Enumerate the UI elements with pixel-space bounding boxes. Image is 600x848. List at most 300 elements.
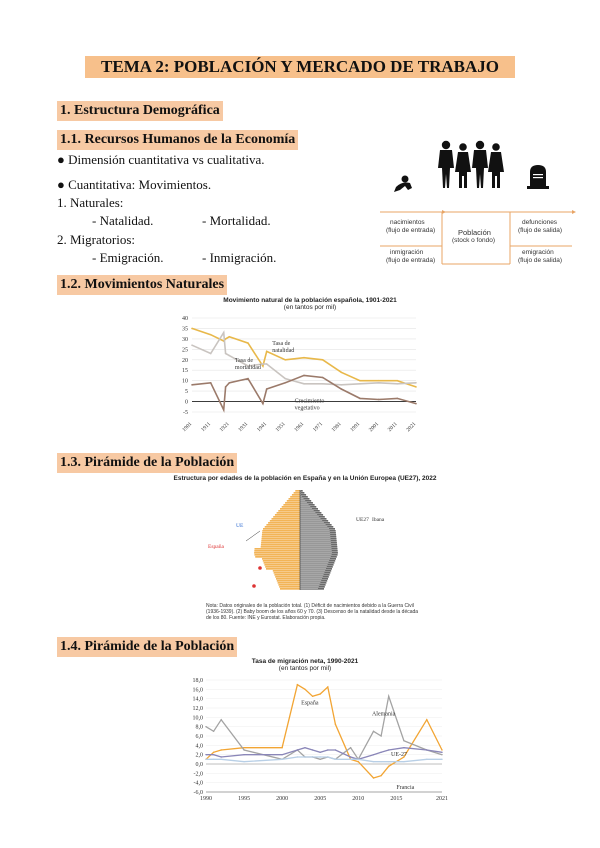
pyramid-bar-eu-highlight (300, 564, 328, 565)
chart3-point (297, 684, 298, 685)
pyramid-bar-spain (282, 506, 300, 508)
chart3-point (388, 749, 389, 750)
chart1-y-tick: 35 (182, 326, 188, 333)
chart3-y-tick: 6,0 (195, 734, 203, 740)
chart1-point (397, 398, 399, 400)
chart3-point (297, 749, 298, 750)
pyramid-bar-spain (272, 518, 301, 520)
chart1-point (247, 378, 249, 380)
chart1-y-tick: 15 (182, 368, 188, 375)
chart1-point (266, 363, 268, 365)
chart3-x-tick: 1995 (238, 796, 251, 802)
pyramid-bar-spain (280, 508, 300, 510)
pyramid-note-3: de los 80. Fuente: INE y Eurostat. Elaboración propia. (206, 615, 326, 621)
flow-in-inmigracion-sub: (flujo de entrada) (386, 257, 436, 264)
chart1-point (191, 344, 193, 346)
pyramid-bar-eu-highlight (300, 502, 307, 503)
chart3-point (243, 749, 244, 750)
stock-poblacion-sub: (stock o fondo) (452, 237, 495, 244)
chart1-point (397, 380, 399, 382)
chart1-y-tick: 0 (185, 399, 188, 406)
chart3-point (327, 756, 328, 757)
chart1-point (359, 383, 361, 385)
chart1-point (359, 398, 361, 400)
item-inmigracion: - Inmigración. (202, 250, 277, 265)
pyramid-bar-eu-highlight (300, 498, 304, 499)
chart3-x-tick: 2015 (390, 796, 403, 802)
section-heading-1-1: 1.1. Recursos Humanos de la Economía (57, 130, 298, 150)
chart1-point (303, 383, 305, 385)
pyramid-bar-eu-highlight (300, 504, 309, 505)
chart3-point (312, 756, 313, 757)
chart3-point (441, 749, 442, 750)
chart3-point (426, 759, 427, 760)
chart1-point (262, 403, 264, 405)
chart1-point (225, 386, 227, 388)
chart1-point (303, 375, 305, 377)
pyramid-bar-spain (280, 588, 300, 590)
chart3-point (297, 756, 298, 757)
pyramid-bar-eu-highlight (300, 562, 328, 563)
chart3-x-tick: 1990 (200, 796, 212, 802)
chart3-point (441, 754, 442, 755)
chart3-series-line (206, 696, 442, 759)
chart1-x-tick: 1921 (218, 421, 231, 434)
chart3-y-tick: -2,0 (193, 771, 203, 778)
chart3-point (373, 754, 374, 755)
chart1-y-tick: 30 (182, 336, 188, 343)
chart1-point (191, 384, 193, 386)
pyramid-bar-eu-highlight (300, 548, 332, 549)
chart1-y-tick: 5 (185, 389, 188, 396)
pyramid-bar-spain (261, 546, 300, 548)
chart3-point (221, 756, 222, 757)
bullet-cuantitativa: ● Cuantitativa: Movimientos. (57, 177, 212, 192)
chart3-point (350, 759, 351, 760)
flow-out-emigracion: emigración (522, 249, 554, 256)
chart3-point (243, 761, 244, 762)
chart3-point (281, 759, 282, 760)
chart3-point (221, 749, 222, 750)
chart1-y-tick: 20 (182, 357, 188, 364)
chart3-y-tick: 12,0 (192, 706, 203, 712)
pyramid-bar-eu-highlight (300, 552, 332, 553)
chart1-point (285, 359, 287, 361)
chart1-point (262, 365, 264, 367)
chart3-y-tick: -6,0 (193, 790, 203, 796)
pyramid-bar-spain (266, 524, 300, 526)
pyramid-bar-eu-highlight (300, 538, 331, 539)
chart1-x-tick: 1991 (349, 421, 362, 434)
pyramid-bar-spain (294, 492, 300, 494)
chart1-point (225, 353, 227, 355)
pyramid-label-ibana: Ibana (372, 517, 385, 523)
pyramid-label-ue: UE (236, 523, 244, 529)
pyramid-bar-eu-highlight (300, 524, 326, 525)
chart1-point (266, 388, 268, 390)
chart3-x-tick: 2010 (352, 796, 365, 802)
chart3-x-tick: 2005 (314, 796, 327, 802)
pyramid-bar-spain (262, 538, 301, 540)
chart1-point (285, 378, 287, 380)
chart1-x-tick: 1931 (237, 421, 250, 434)
pyramid-bar-eu-highlight (300, 506, 310, 507)
chart3-point (319, 693, 320, 694)
chart1-point (266, 351, 268, 353)
chart3-point (335, 749, 336, 750)
pyramid-bar-eu-highlight (300, 570, 325, 571)
section-heading-1: 1. Estructura Demográfica (57, 101, 223, 121)
pyramid-bar-spain (268, 522, 300, 524)
chart1-point (247, 342, 249, 344)
chart3-point (312, 696, 313, 697)
pyramid-bar-spain (278, 582, 300, 584)
chart3-y-tick: 16,0 (192, 687, 203, 694)
pyramid-bar-eu-highlight (300, 536, 330, 537)
chart3-y-tick: 10,0 (192, 715, 203, 722)
pyramid-bar-eu-highlight (300, 512, 315, 513)
chart1-point (210, 382, 212, 384)
flow-out-emigracion-sub: (flujo de salida) (518, 257, 563, 264)
pyramid-bar-spain (265, 566, 300, 568)
chart1-point (322, 359, 324, 361)
chart3-y-tick: -4,0 (193, 780, 203, 787)
pyramid-bar-eu-highlight (300, 550, 332, 551)
pyramid-bar-eu-highlight (300, 556, 331, 557)
chart3-point (350, 756, 351, 757)
chart1-point (415, 403, 417, 405)
chart1-point (359, 380, 361, 382)
chart3-point (373, 731, 374, 732)
pyramid-bar-eu-highlight (300, 526, 327, 527)
chart3-point (358, 761, 359, 762)
pyramid-bar-spain (262, 558, 300, 560)
chart1-series-label: Tasa de natalidad (272, 341, 295, 355)
chart3-point (373, 777, 374, 778)
chart3-point (335, 759, 336, 760)
pyramid-marker (258, 566, 262, 570)
chart3-point (205, 754, 206, 755)
chart3-point (281, 747, 282, 748)
chart3-x-tick: 2021 (436, 796, 448, 802)
list-migratorios: 2. Migratorios: (57, 232, 135, 247)
chart1-x-tick: 1981 (330, 421, 343, 434)
chart3-point (380, 735, 381, 736)
pyramid-bar-eu-highlight (300, 520, 322, 521)
pyramid-bar-eu-highlight (300, 518, 321, 519)
pyramid-bar-spain (274, 574, 300, 576)
pyramid-bar-spain (254, 552, 300, 554)
chart1-series-label: Crecimiento vegetativo (294, 398, 325, 412)
chart3-point (205, 759, 206, 760)
chart3-point (388, 766, 389, 767)
pyramid-bar-eu-highlight (300, 560, 329, 561)
pyramid-bar-eu-highlight (300, 576, 323, 577)
chart3-point (213, 752, 214, 753)
pyramid-bar-eu-highlight (300, 574, 324, 575)
section-heading-1-3: 1.3. Pirámide de la Población (57, 453, 237, 473)
pyramid-bar-spain (263, 560, 300, 562)
pyramid-bar-spain (290, 496, 300, 498)
pyramid-bar-spain (266, 568, 300, 570)
chart3-point (327, 686, 328, 687)
pyramid-bar-eu-highlight (300, 528, 329, 529)
chart3-point (243, 747, 244, 748)
chart3-point (388, 761, 389, 762)
chart1-point (397, 383, 399, 385)
pyramid-bar-eu-highlight (300, 540, 331, 541)
chart3-point (213, 759, 214, 760)
chart3-x-tick: 2000 (276, 796, 289, 802)
item-natalidad: - Natalidad. (92, 213, 154, 228)
flow-in-nacimientos-sub: (flujo de entrada) (386, 227, 436, 234)
chart1-y-tick: -5 (183, 410, 188, 416)
page-title: TEMA 2: POBLACIÓN Y MERCADO DE TRABAJO (85, 56, 515, 78)
pyramid-bar-spain (279, 586, 300, 588)
pyramid-bar-spain (277, 512, 300, 514)
pyramid-bar-spain (275, 576, 300, 578)
chart3-title (205, 658, 405, 672)
chart1-point (229, 355, 231, 357)
chart3-point (327, 749, 328, 750)
chart1-point (415, 382, 417, 384)
pyramid-pointer (246, 531, 260, 541)
chart1-x-tick: 2001 (368, 421, 381, 434)
pyramid-bar-eu-highlight (300, 566, 327, 567)
chart3-point (441, 752, 442, 753)
flow-out-defunciones: defunciones (522, 219, 558, 226)
chart1-title (190, 297, 430, 311)
baby-icon (394, 176, 412, 193)
pyramid-note-1: Nota: Datos originales de la población total. (1) Déficit de nacimientos debido a la Guerra Civil (206, 603, 414, 609)
pyramid-bar-eu-highlight (300, 554, 332, 555)
pyramid-bar-spain (262, 532, 300, 534)
chart3-point (403, 747, 404, 748)
chart3-point (304, 689, 305, 690)
chart2-title: Estructura por edades de la población en España y en la Unión Europea (UE27), 2022 (173, 475, 437, 482)
chart3-point (319, 756, 320, 757)
pyramid-bar-spain (276, 578, 300, 580)
migration-rate-chart (178, 674, 448, 808)
chart3-y-tick: 2,0 (195, 752, 203, 759)
pyramid-bar-spain (273, 516, 300, 518)
chart1-point (210, 334, 212, 336)
pyramid-label-ue27: UE27 (356, 517, 369, 523)
chart3-point (221, 719, 222, 720)
pyramid-bar-spain (289, 498, 301, 500)
pyramid-bar-eu-highlight (300, 582, 320, 583)
chart3-point (350, 747, 351, 748)
chart3-point (319, 752, 320, 753)
pyramid-bar-spain (254, 554, 300, 556)
pyramid-bar-spain (263, 528, 300, 530)
pyramid-bar-eu-highlight (300, 586, 319, 587)
pyramid-bar-spain (277, 580, 300, 582)
pyramid-note-2: (1936-1939). (2) Baby boom de los años 60 y 70. (3) Descenso de la natalidad desde la década (206, 609, 419, 615)
chart3-point (312, 749, 313, 750)
pyramid-bar-spain (261, 540, 300, 542)
chart3-point (441, 759, 442, 760)
pyramid-bar-spain (275, 514, 300, 516)
chart1-y-tick: 25 (182, 347, 188, 354)
pyramid-bar-spain (262, 534, 300, 536)
chart1-x-tick: 1911 (200, 421, 213, 434)
chart3-point (388, 696, 389, 697)
population-flow-diagram (372, 136, 577, 270)
pyramid-marker (252, 584, 256, 588)
chart1-point (341, 384, 343, 386)
chart3-point (304, 756, 305, 757)
chart3-point (426, 719, 427, 720)
pyramid-bar-eu-highlight (300, 534, 330, 535)
pyramid-bar-spain (278, 584, 300, 586)
item-emigracion: - Emigración. (92, 250, 164, 265)
pyramid-bar-eu-highlight (300, 584, 320, 585)
chart1-point (303, 357, 305, 359)
pyramid-bar-eu-highlight (300, 530, 330, 531)
pyramid-bar-spain (264, 564, 300, 566)
pyramid-bar-spain (255, 556, 300, 558)
chart1-x-tick: 1951 (274, 421, 287, 434)
chart1-x-tick: 1971 (312, 421, 325, 434)
pyramid-bar-spain (273, 570, 300, 572)
natural-movement-chart (172, 312, 422, 440)
chart1-point (415, 386, 417, 388)
chart3-point (205, 726, 206, 727)
chart3-point (243, 754, 244, 755)
flow-out-defunciones-sub: (flujo de salida) (518, 227, 563, 234)
pyramid-bar-spain (261, 542, 300, 544)
chart1-x-tick: 2011 (386, 421, 399, 434)
pyramid-bar-eu-highlight (300, 510, 314, 511)
pyramid-bar-spain (264, 562, 300, 564)
chart3-point (221, 759, 222, 760)
pyramid-bar-spain (254, 550, 300, 552)
chart3-point (426, 749, 427, 750)
chart1-point (341, 372, 343, 374)
chart1-x-tick: 2021 (405, 421, 418, 434)
chart3-point (403, 761, 404, 762)
pyramid-bar-spain (262, 530, 300, 532)
chart1-point (341, 388, 343, 390)
chart3-point (213, 731, 214, 732)
chart3-point (380, 761, 381, 762)
population-pyramid-chart (200, 486, 400, 598)
chart3-point (335, 724, 336, 725)
pyramid-bar-eu-highlight (300, 532, 330, 533)
stock-poblacion: Población (458, 228, 491, 237)
pyramid-bar-spain (292, 494, 300, 496)
pyramid-bar-spain (278, 510, 300, 512)
chart1-point (378, 380, 380, 382)
chart1-point (262, 363, 264, 365)
pyramid-bar-spain (287, 500, 300, 502)
chart3-y-tick: 18,0 (192, 678, 203, 684)
chart3-subtitle: (en tantos por mil) (278, 665, 332, 672)
chart1-y-tick: 10 (182, 378, 188, 385)
bullet-dimension: ● Dimensión cuantitativa vs cualitativa. (57, 152, 265, 167)
chart3-point (358, 759, 359, 760)
pyramid-bar-spain (262, 536, 300, 538)
pyramid-bar-eu-highlight (300, 578, 322, 579)
chart3-point (403, 740, 404, 741)
chart1-point (229, 382, 231, 384)
chart3-point (380, 775, 381, 776)
chart1-point (322, 377, 324, 379)
pyramid-bar-spain (285, 502, 300, 504)
section-heading-1-2: 1.2. Movimientos Naturales (57, 275, 227, 295)
chart1-point (210, 353, 212, 355)
chart1-title-text: Movimiento natural de la población española, 1901-2021 (223, 297, 397, 304)
section-heading-1-4: 1.4. Pirámide de la Población (57, 637, 237, 657)
pyramid-label-espana: España (208, 544, 224, 550)
chart3-title-text: Tasa de migración neta, 1990-2021 (251, 658, 359, 665)
chart1-point (223, 332, 225, 334)
chart3-y-tick: 14,0 (192, 696, 203, 703)
chart3-y-tick: 0,0 (195, 762, 203, 768)
pyramid-bar-eu-highlight (300, 558, 330, 559)
pyramid-bar-eu-highlight (300, 508, 312, 509)
pyramid-bar-spain (265, 526, 300, 528)
pyramid-bar-spain (261, 544, 300, 546)
chart3-series-label: UE-27 (390, 752, 407, 759)
chart3-y-tick: 4,0 (195, 743, 203, 750)
pyramid-bar-spain (274, 572, 300, 574)
chart1-x-tick: 1941 (256, 421, 269, 434)
chart1-point (229, 336, 231, 338)
pyramid-bar-eu-highlight (300, 516, 319, 517)
item-mortalidad: - Mortalidad. (202, 213, 271, 228)
list-naturales: 1. Naturales: (57, 195, 124, 210)
chart3-series-label: Francia (396, 785, 415, 792)
chart1-x-tick: 1961 (293, 421, 306, 434)
pyramid-bar-spain (295, 490, 300, 492)
chart1-point (322, 383, 324, 385)
chart3-point (281, 754, 282, 755)
pyramid-bar-eu-highlight (300, 580, 321, 581)
chart3-point (304, 747, 305, 748)
pyramid-bar-spain (270, 520, 300, 522)
chart1-x-tick: 1901 (181, 421, 194, 434)
pyramid-bar-spain (283, 504, 300, 506)
flow-in-nacimientos: nacimientos (390, 219, 425, 226)
pyramid-bar-eu-highlight (300, 546, 331, 547)
chart1-point (223, 409, 225, 411)
chart1-point (378, 382, 380, 384)
pyramid-bar-eu-highlight (300, 500, 305, 501)
pyramid-bar-spain (255, 548, 301, 550)
pyramid-bar-eu-highlight (300, 514, 317, 515)
flow-in-inmigracion: inmigración (390, 249, 424, 256)
chart3-point (213, 754, 214, 755)
chart3-point (319, 759, 320, 760)
pyramid-bar-eu-highlight (300, 544, 331, 545)
chart3-series-label: Alemania (371, 711, 396, 718)
chart1-y-tick: 40 (182, 316, 188, 322)
chart1-point (378, 399, 380, 401)
chart3-point (373, 761, 374, 762)
pyramid-bar-eu-highlight (300, 568, 326, 569)
chart3-y-tick: 8,0 (195, 724, 203, 731)
family-icon (438, 141, 504, 188)
pyramid-bar-eu-highlight (300, 588, 318, 589)
pyramid-bar-eu-highlight (300, 522, 324, 523)
chart3-point (380, 752, 381, 753)
pyramid-bar-eu-highlight (300, 572, 324, 573)
chart1-subtitle: (en tantos por mil) (283, 304, 337, 311)
chart1-series-label: Tasa de mortalidad (234, 357, 261, 371)
chart1-point (285, 382, 287, 384)
